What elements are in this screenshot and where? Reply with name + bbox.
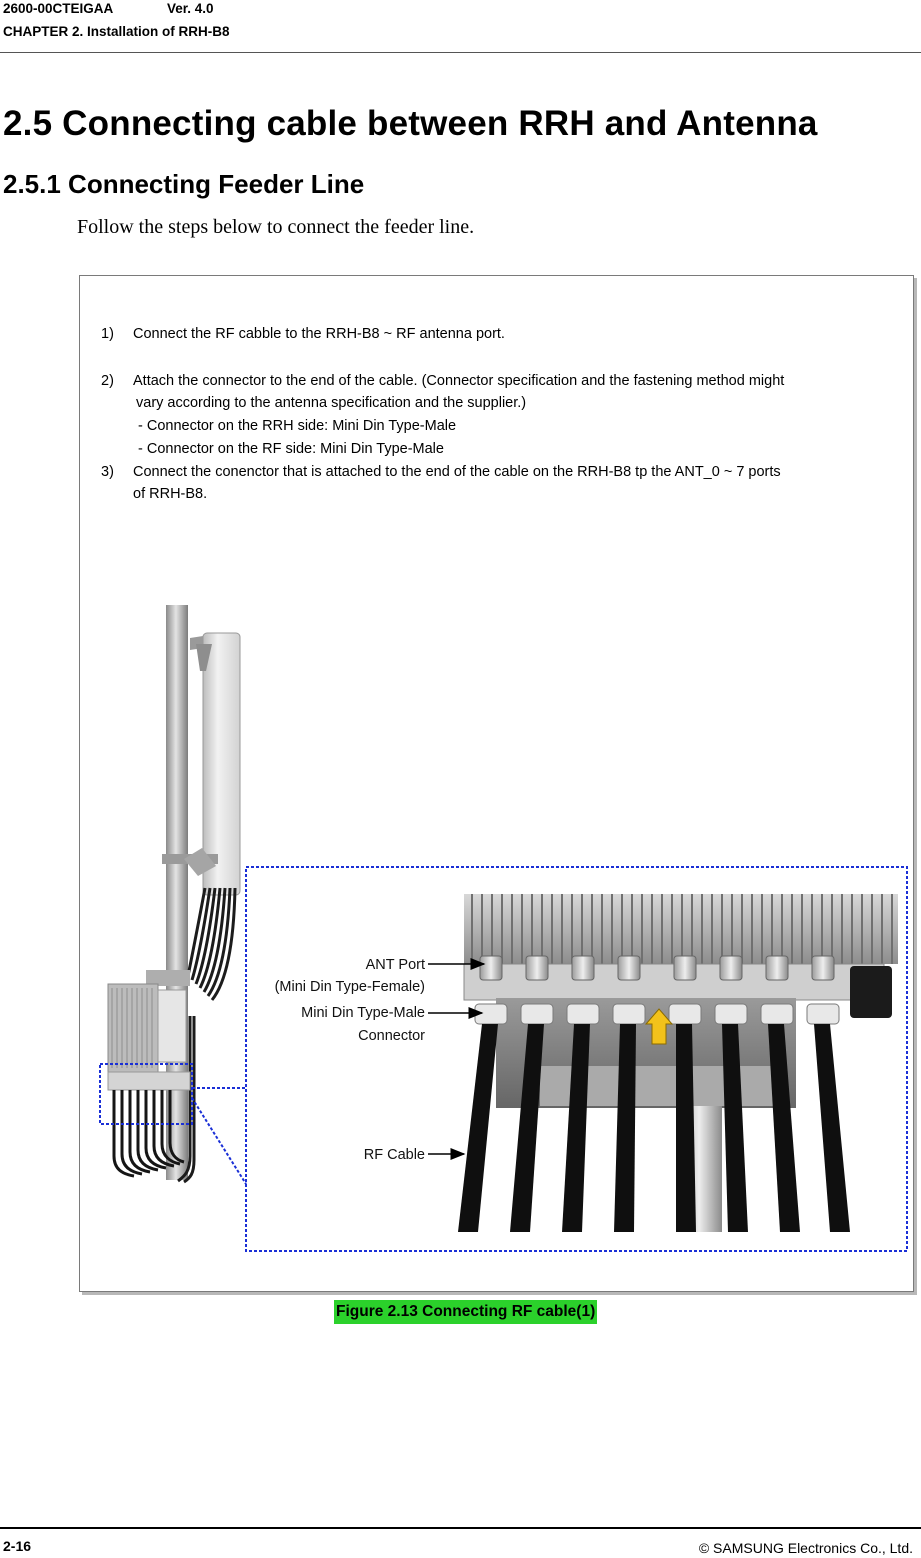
step-1-text: Connect the RF cabble to the RRH-B8 ~ RF antenna port. xyxy=(133,326,505,342)
step-2-rf-connector: - Connector on the RF side: Mini Din Type-Male xyxy=(138,441,444,457)
installation-illustration xyxy=(80,276,913,1291)
label-connector: Connector xyxy=(358,1028,425,1044)
label-ant-port: ANT Port xyxy=(365,957,425,973)
chapter-title: CHAPTER 2. Installation of RRH-B8 xyxy=(3,24,230,39)
intro-text: Follow the steps below to connect the feeder line. xyxy=(77,216,475,238)
footer-rule xyxy=(0,1527,921,1529)
section-title: 2.5 Connecting cable between RRH and Antenna xyxy=(3,104,818,143)
step-3-continuation: of RRH-B8. xyxy=(133,486,208,502)
page-number: 2-16 xyxy=(3,1538,32,1554)
label-rf-cable: RF Cable xyxy=(363,1147,425,1163)
callout-leader-lines xyxy=(192,1088,246,1184)
step-3-number: 3) xyxy=(101,464,114,480)
copyright: © SAMSUNG Electronics Co., Ltd. xyxy=(698,1540,913,1556)
step-2-rrh-connector: - Connector on the RRH side: Mini Din Type-Male xyxy=(138,418,457,434)
step-1-number: 1) xyxy=(101,326,114,342)
figure-box xyxy=(79,275,914,1292)
label-connector-type: Mini Din Type-Male xyxy=(301,1005,425,1021)
step-2-continuation: vary according to the antenna specification and the supplier.) xyxy=(136,395,527,411)
step-2-text: Attach the connector to the end of the cable. (Connector specification and the fastening method might xyxy=(133,373,785,389)
doc-version: Ver. 4.0 xyxy=(167,1,214,16)
step-3-text: Connect the conenctor that is attached to the end of the cable on the RRH-B8 tp the ANT_0 ~ 7 ports xyxy=(133,464,781,480)
label-ant-port-type: (Mini Din Type-Female) xyxy=(274,979,425,995)
header-rule xyxy=(0,52,921,53)
subsection-title: 2.5.1 Connecting Feeder Line xyxy=(3,169,365,199)
figure-caption: Figure 2.13 Connecting RF cable(1) xyxy=(334,1300,597,1324)
doc-id: 2600-00CTEIGAA xyxy=(3,1,114,16)
step-2-number: 2) xyxy=(101,373,114,389)
